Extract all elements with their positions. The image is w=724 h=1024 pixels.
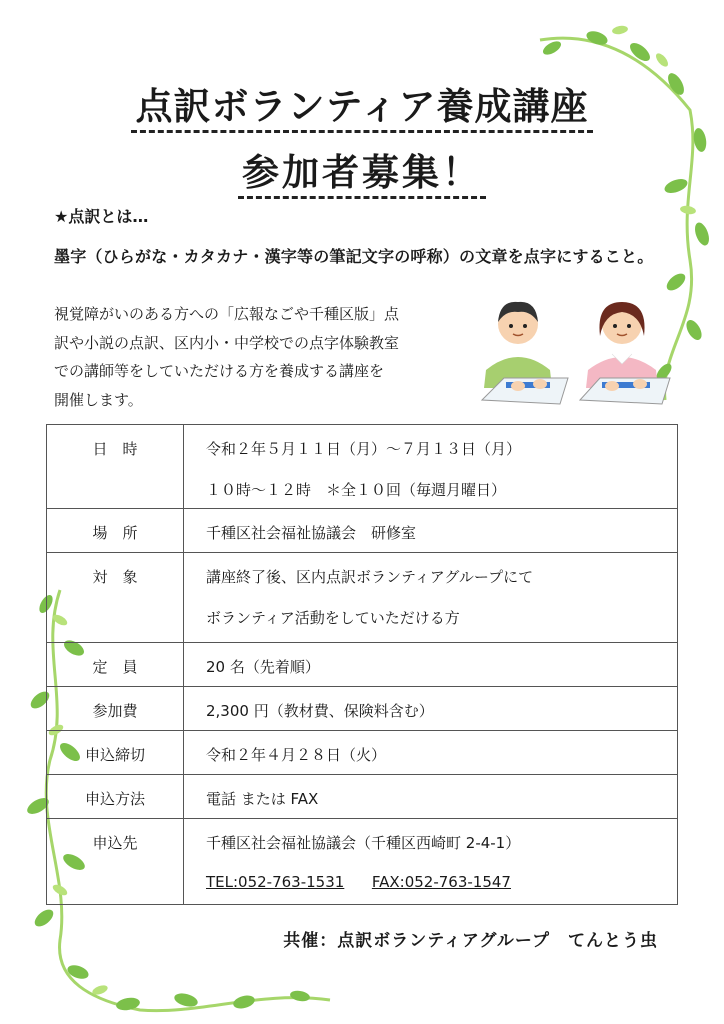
braille-students-illustration <box>476 292 672 420</box>
place-value: 千種区社会福祉協議会 研修室 <box>184 509 678 553</box>
section-heading: ★点訳とは… <box>54 207 149 226</box>
fax-number: FAX:052-763-1547 <box>371 873 511 891</box>
contact-value: 千種区社会福祉協議会（千種区西崎町 2-4-1） TEL:052-763-1531 FAX:052-763-1547 <box>184 819 678 905</box>
target-label: 対 象 <box>47 553 184 643</box>
course-info-table <box>46 424 678 905</box>
table-row <box>47 687 678 731</box>
table-row <box>47 643 678 687</box>
capacity-value: 20 名（先着順） <box>184 643 678 687</box>
deadline-label: 申込締切 <box>47 731 184 775</box>
date-value: 令和２年５月１１日（月）～７月１３日（月） １０時～１２時 ＊全１０回（毎週月曜日） <box>184 425 678 509</box>
fee-value: 2,300 円（教材費、保険料含む） <box>184 687 678 731</box>
target-value: 講座終了後、区内点訳ボランティアグループにて ボランティア活動をしていただける方 <box>184 553 678 643</box>
page-title: 点訳ボランティア養成講座 <box>0 76 724 130</box>
method-label: 申込方法 <box>47 775 184 819</box>
tel-number: TEL:052-763-1531 <box>206 873 345 891</box>
definition-text: 墨字（ひらがな・カタカナ・漢字等の筆記文字の呼称）の文章を点字にすること。 <box>54 247 654 266</box>
page-subtitle: 参加者募集！ <box>0 142 724 196</box>
date-label: 日 時 <box>47 425 184 509</box>
fee-label: 参加費 <box>47 687 184 731</box>
table-row <box>47 731 678 775</box>
deadline-value: 令和２年４月２８日（火） <box>184 731 678 775</box>
capacity-label: 定 員 <box>47 643 184 687</box>
organizer-text: 共催：点訳ボランティアグループ てんとう虫 <box>283 931 658 951</box>
table-row <box>47 425 678 509</box>
table-row <box>47 775 678 819</box>
contact-label: 申込先 <box>47 819 184 905</box>
table-row <box>47 509 678 553</box>
table-row <box>47 819 678 905</box>
place-label: 場 所 <box>47 509 184 553</box>
method-value: 電話 または FAX <box>184 775 678 819</box>
intro-paragraph: 視覚障がいのある方への「広報なごや千種区版」点 訳や小説の点訳、区内小・中学校での点字体験教室 での講師等をしていただける方を養成する講座を 開催します。 <box>54 305 400 409</box>
table-row <box>47 553 678 643</box>
